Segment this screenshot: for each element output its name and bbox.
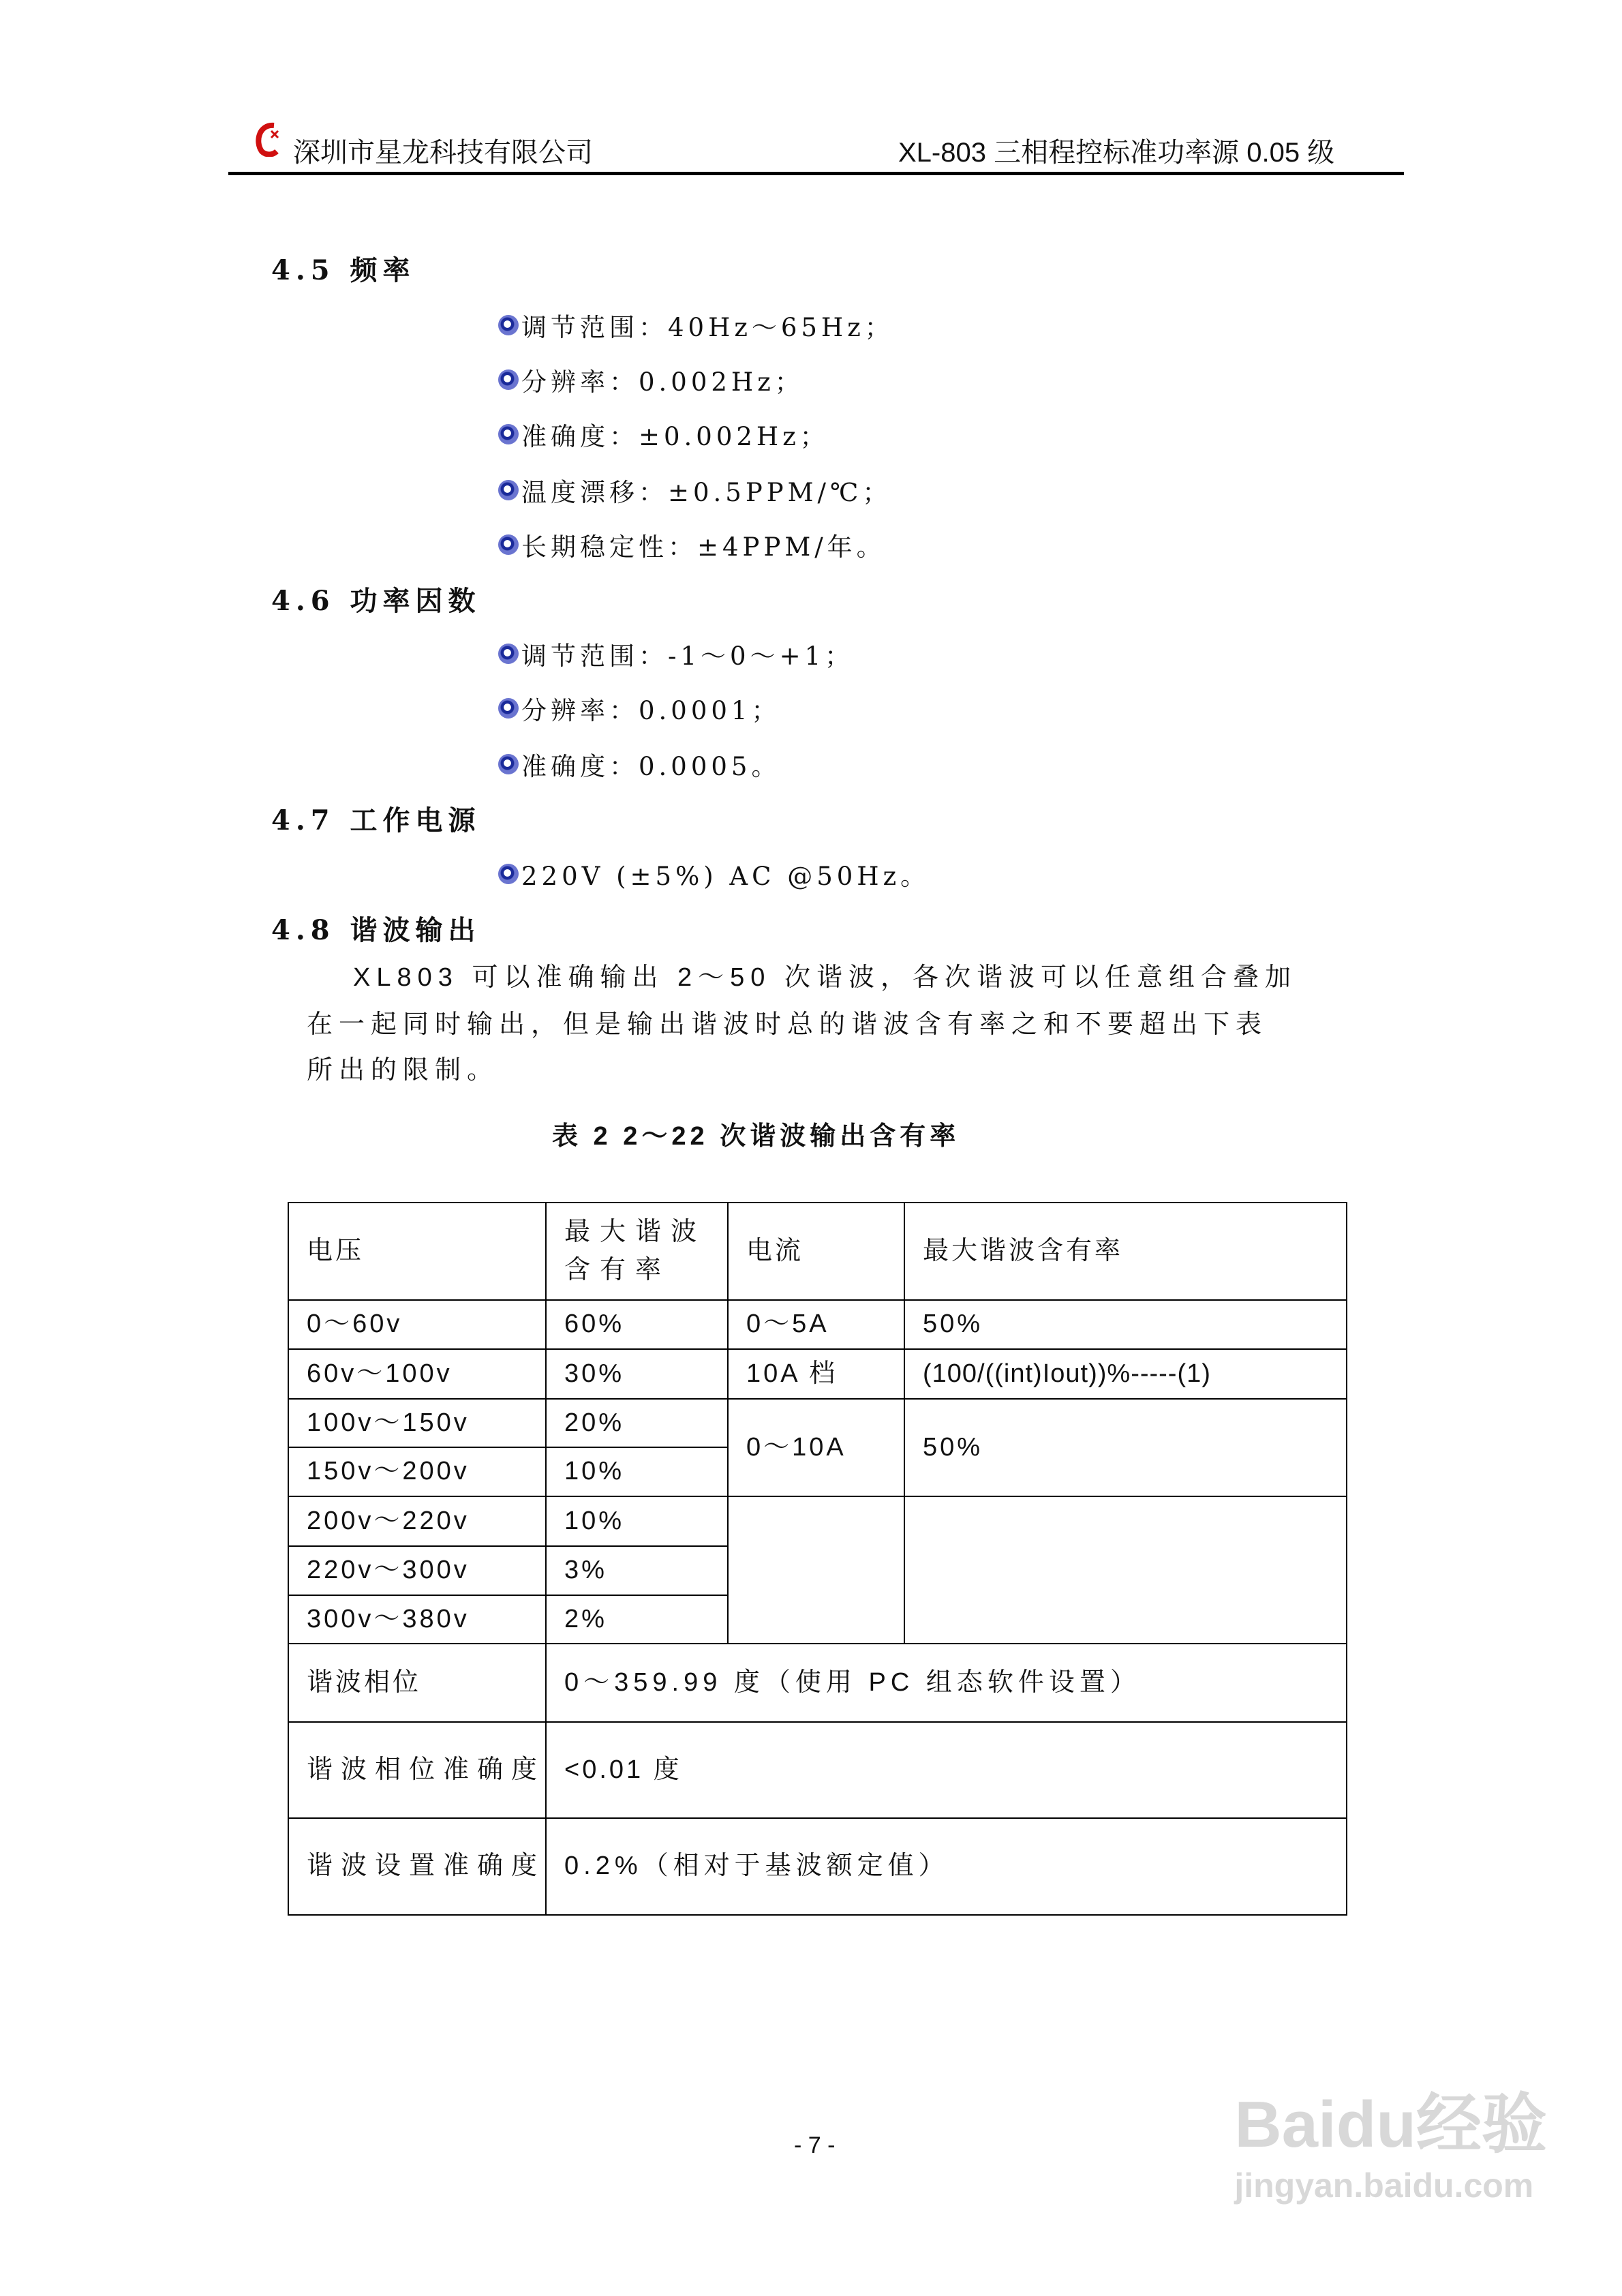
table-row xyxy=(288,1349,1347,1399)
paragraph-line: 在一起同时输出，但是输出谐波时总的谐波含有率之和不要超出下表 xyxy=(307,1010,1268,1039)
cell: 2% xyxy=(546,1595,728,1644)
item-text: 温度漂移：±0.5PPM/℃； xyxy=(521,478,892,507)
cell: 谐波设置准确度 xyxy=(288,1818,546,1915)
cell: 10% xyxy=(546,1496,728,1546)
list-item xyxy=(498,416,829,453)
watermark xyxy=(1234,2072,1547,2205)
table-row xyxy=(288,1300,1347,1349)
item-text: 准确度：±0.002Hz； xyxy=(521,422,829,451)
table-header-row xyxy=(288,1203,1347,1300)
bullet-icon xyxy=(498,424,519,444)
list-item xyxy=(498,526,886,563)
bullet-icon xyxy=(498,369,519,390)
cell: 100v～150v xyxy=(288,1399,546,1447)
cell: 50% xyxy=(904,1399,1347,1496)
item-text: 220V (±5%) AC @50Hz。 xyxy=(521,862,930,891)
cell: 0.2%（相对于基波额定值） xyxy=(546,1818,1347,1915)
section-heading: 4.7 工作电源 xyxy=(271,804,481,836)
harmonic-table xyxy=(288,1202,1347,1916)
cell: 10% xyxy=(546,1447,728,1496)
list-item xyxy=(498,746,780,783)
paragraph-line: 所出的限制。 xyxy=(307,1056,500,1085)
section-heading: 4.5 频率 xyxy=(271,254,416,286)
list-item xyxy=(498,690,780,727)
cell: 20% xyxy=(546,1399,728,1447)
bullet-icon xyxy=(498,864,519,884)
table-row xyxy=(288,1496,1347,1546)
list-item xyxy=(498,307,894,344)
company-name: 深圳市星龙科技有限公司 xyxy=(293,138,593,168)
bullet-icon xyxy=(498,698,519,719)
section-heading: 4.8 谐波输出 xyxy=(271,914,481,946)
cell: 3% xyxy=(546,1546,728,1595)
table-row xyxy=(288,1399,1347,1447)
bullet-icon xyxy=(498,644,519,664)
list-item xyxy=(498,635,854,672)
empty-cell xyxy=(728,1496,904,1644)
cell: 谐波相位准确度 xyxy=(288,1722,546,1818)
cell: 0～10A xyxy=(728,1399,904,1496)
header-rule xyxy=(228,172,1404,175)
cell: 0～60v xyxy=(288,1300,546,1349)
watermark-url: jingyan.baidu.com xyxy=(1234,2166,1534,2205)
cell: 50% xyxy=(904,1300,1347,1349)
table-row xyxy=(288,1818,1347,1915)
cell: 0～359.99 度（使用 PC 组态软件设置） xyxy=(546,1644,1347,1722)
item-text: 调节范围：40Hz～65Hz； xyxy=(521,313,894,342)
list-item xyxy=(498,361,804,398)
list-item xyxy=(498,856,930,892)
item-text: 准确度：0.0005。 xyxy=(521,752,781,781)
header-cell: 电流 xyxy=(728,1203,904,1300)
logo-icon xyxy=(254,121,281,157)
cell: 150v～200v xyxy=(288,1447,546,1496)
cell: 10A 档 xyxy=(728,1349,904,1399)
cell: 60v～100v xyxy=(288,1349,546,1399)
cell: 200v～220v xyxy=(288,1496,546,1546)
header-cell: 最大谐波含有率 xyxy=(904,1203,1347,1300)
header-cell: 电压 xyxy=(288,1203,546,1300)
bullet-icon xyxy=(498,754,519,774)
cell: <0.01 度 xyxy=(546,1722,1347,1818)
cell: 0～5A xyxy=(728,1300,904,1349)
item-text: 分辨率：0.002Hz； xyxy=(521,367,804,397)
paragraph-line: XL803 可以准确输出 2～50 次谐波，各次谐波可以任意组合叠加 xyxy=(353,963,1297,992)
cell: 220v～300v xyxy=(288,1546,546,1595)
cell: 30% xyxy=(546,1349,728,1399)
item-text: 分辨率：0.0001； xyxy=(521,696,781,725)
cell: (100/((int)Iout))%-----(1) xyxy=(904,1349,1347,1399)
item-text: 调节范围：-1～0～+1； xyxy=(521,641,855,671)
bullet-icon xyxy=(498,480,519,500)
bullet-icon xyxy=(498,315,519,335)
watermark-brand: Baidu经验 xyxy=(1234,2088,1547,2161)
page-number: - 7 - xyxy=(794,2132,836,2158)
header-cell: 最大谐波含有率 xyxy=(546,1203,728,1300)
item-text: 长期稳定性：±4PPM/年。 xyxy=(521,532,886,562)
table-row xyxy=(288,1722,1347,1818)
cell: 谐波相位 xyxy=(288,1644,546,1722)
product-title: XL-803 三相程控标准功率源 0.05 级 xyxy=(898,138,1335,168)
section-heading: 4.6 功率因数 xyxy=(271,585,481,617)
list-item xyxy=(498,472,891,509)
cell: 300v～380v xyxy=(288,1595,546,1644)
bullet-icon xyxy=(498,534,519,555)
cell: 60% xyxy=(546,1300,728,1349)
table-row xyxy=(288,1644,1347,1722)
empty-cell xyxy=(904,1496,1347,1644)
table-caption: 表 2 2～22 次谐波输出含有率 xyxy=(552,1122,960,1151)
